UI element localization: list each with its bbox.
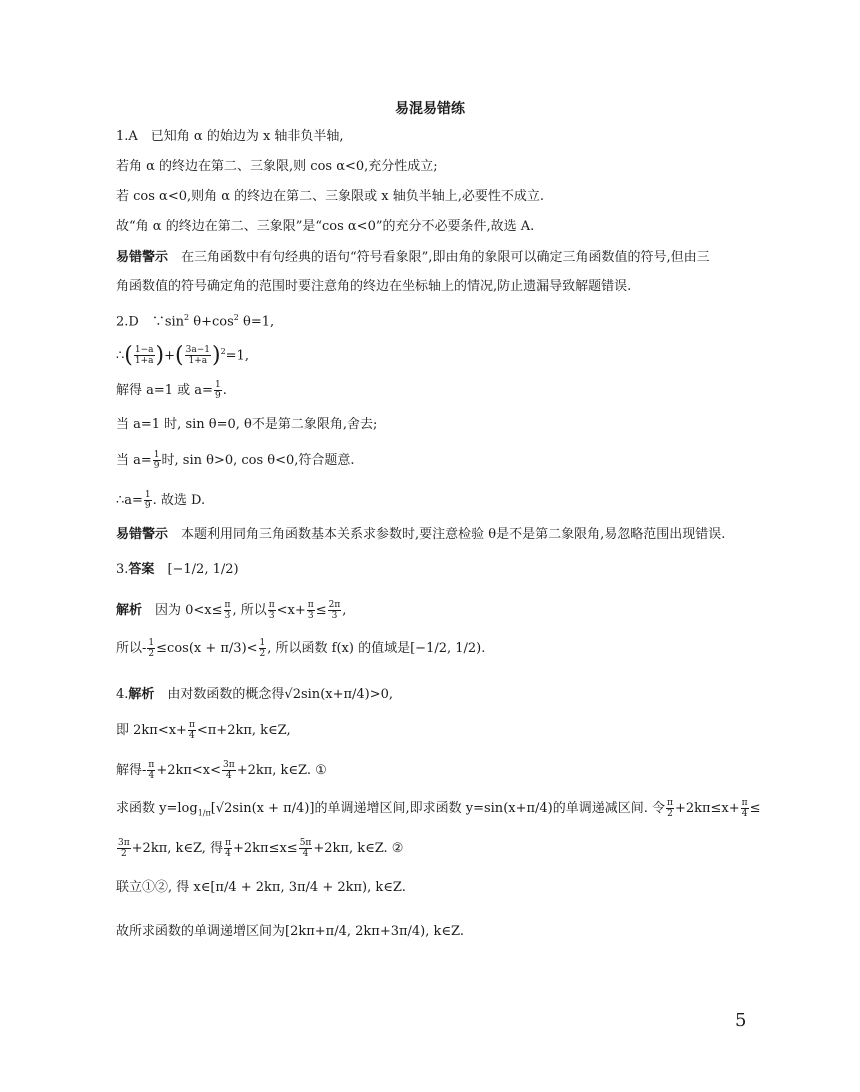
warning1-label: 易错警示 [116,250,169,265]
page-number: 5 [735,1010,747,1031]
q1-line2: 若角 α 的终边在第二、三象限,则 cos α<0,充分性成立; [116,159,438,174]
warning1-line2: 角函数值的符号确定角的范围时要注意角的终边在坐标轴上的情况,防止遗漏导致解题错误. [116,279,632,294]
answer-label: 答案 [128,562,155,577]
fraction-ninth-3: $\frac{1}{9}$ [144,490,151,511]
q3-range: 所以- $\frac{1}{2}$ ≤cos(x + π/3)< $\frac{1}{2}$ , 所以函数 f(x) 的值域是[−1/2, 1/2). [116,638,486,659]
q4-analysis-label: 解析 [128,687,155,702]
fraction-ninth-2: $\frac{1}{9}$ [153,450,160,471]
warning1-text: 在三角函数中有句经典的语句“符号看象限”,即由角的象限可以确定三角函数值的符号,但由三 [168,250,710,265]
therefore-symbol: ∴ [116,348,125,364]
q3-analysis: 解析 因为 0<x≤ $\frac{\pi}{3}$ , 所以 $\frac{\pi}{3}$ <x+ $\frac{\pi}{3}$ ≤ $\frac{2\pi}{3}$ , [116,600,347,621]
warning2-label: 易错警示 [116,527,169,542]
q1-line3: 若 cos α<0,则角 α 的终边在第二、三象限或 x 轴负半轴上,必要性不成立. [116,189,545,204]
fraction-f1: $\frac{1-a}{1+a}$ [134,345,154,367]
q3-answer: 3.答案 [−1/2, 1/2) [116,562,239,577]
fraction-f2: $\frac{3a-1}{1+a}$ [185,345,210,367]
q2-mid: θ+cos [189,314,234,330]
q2-head: 2.D ∵sin [116,314,185,330]
q2-solve: 解得 a=1 或 a= $\frac{1}{9}$ . [116,380,227,401]
fraction-ninth: $\frac{1}{9}$ [214,380,221,401]
final-interval: [2kπ+π/4, 2kπ+3π/4) [285,924,426,939]
analysis-label: 解析 [116,603,143,618]
q2-line1 [116,308,274,332]
q2-sup1: 2 [184,313,190,322]
q2-sup2: 2 [233,313,239,322]
q2-eq-sup: 2 [220,347,226,356]
q2-end: θ=1, [238,314,275,330]
q2-equation: ∴( $\frac{1-a}{1+a}$ )+( $\frac{3a-1}{1+a}$ )$^2$=1, [116,342,249,368]
q2-conclusion: ∴a= $\frac{1}{9}$ . 故选 D. [116,490,206,511]
cos-argument: (x + π/3) [188,641,247,656]
warning1-line1 [116,248,710,268]
q4-line2: 即 2kπ<x+ $\frac{\pi}{4}$ <π+2kπ, k∈Z, [116,720,291,741]
q2-eq-end: =1, [225,348,249,364]
q1-line4: 故“角 α 的终边在第二、三象限”是“cos α<0”的充分不必要条件,故选 A. [116,219,535,234]
q2-when1: 当 a=1 时, sin θ=0, θ不是第二象限角,舍去; [116,417,378,432]
x-interval: [π/4 + 2kπ, 3π/4 + 2kπ) [210,880,368,895]
q4-line7: 故所求函数的单调递增区间为[2kπ+π/4, 2kπ+3π/4), k∈Z. [116,924,464,939]
warning2-text: 本题利用同角三角函数基本关系求参数时,要注意检验 θ是不是第二象限角,易忽略范围出现错误. [168,527,726,542]
warning2-line [116,525,725,545]
q4-line3: 解得- $\frac{\pi}{4}$ +2kπ<x< $\frac{3\pi}{4}$ +2kπ, k∈Z. ① [116,760,327,781]
q4-line5: $\frac{3\pi}{2}$ +2kπ, k∈Z, 得 $\frac{\pi}{4}$ +2kπ≤x≤ $\frac{5\pi}{4}$ +2kπ, k∈Z. ② [118,838,404,859]
q1-line1: 1.A 已知角 α 的始边为 x 轴非负半轴, [116,129,344,144]
q4-line1: 4.解析 由对数函数的概念得√2sin(x+π/4)>0, [116,687,394,702]
page-title: 易混易错练 [395,101,465,117]
q4-line4: 求函数 $y=\log_{1/\pi}[√2\sin(x + \pi/4)]$的单调递增区间,即求函数 y=sin(x+π/4)的单调递减区间. 令 $\frac{\pi}{2}$ +2kπ≤x+ $\frac{\pi}{4}$ ≤ [116,798,761,819]
q4-line6: 联立①②, 得 x∈[π/4 + 2kπ, 3π/4 + 2kπ), k∈Z. [116,880,406,895]
range-interval: [−1/2, 1/2) [410,641,482,656]
q2-when2: 当 a= $\frac{1}{9}$ 时, sin θ>0, cos θ<0,符合题意. [116,450,355,471]
answer-interval: [−1/2, 1/2) [167,562,239,577]
